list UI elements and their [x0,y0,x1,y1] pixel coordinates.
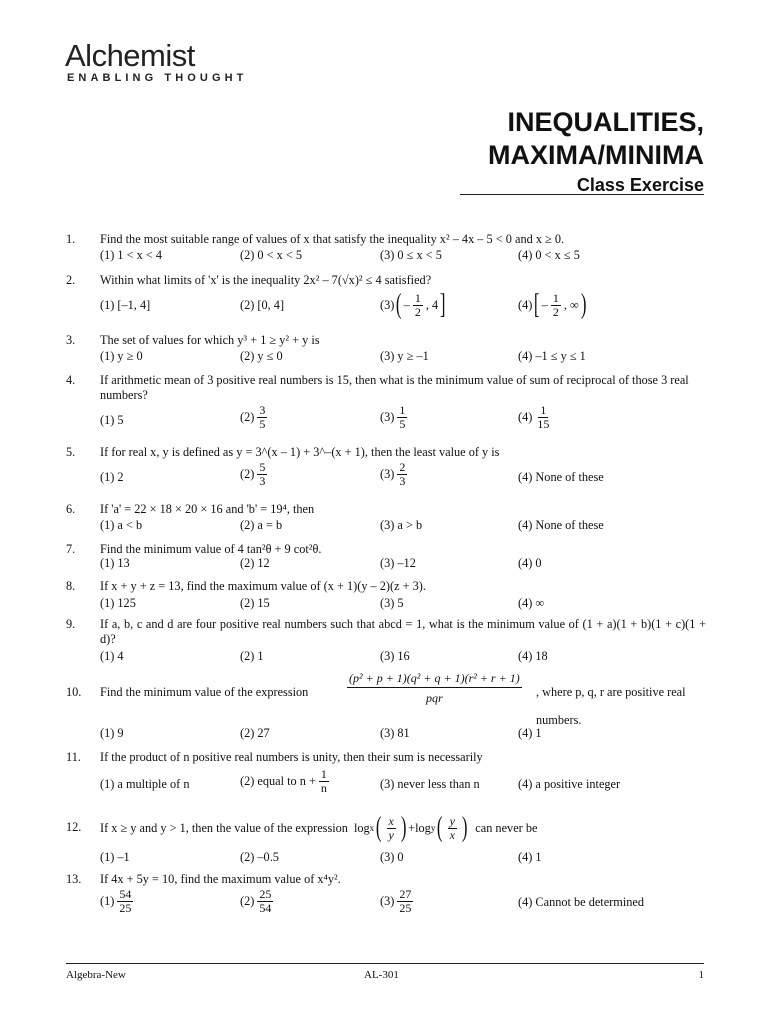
fraction [397,404,407,431]
fraction-denominator: 25 [119,901,132,915]
option-3 [380,888,416,915]
option-2 [240,768,332,795]
question-text: If 4x + 5y = 10, find the maximum value of x⁴y². [100,872,341,886]
left-bracket: [ [534,289,540,320]
option-4: (4) 0 < x ≤ 5 [518,248,580,262]
interval-end: , ∞ [563,297,579,312]
question-text-part: Find the minimum value of the expression [100,685,309,699]
option-1: (1) a multiple of n [100,777,190,791]
fraction [448,815,457,842]
question-text: If for real x, y is defined as y = 3^(x – 1) + 3^–(x + 1), then the least value of y is [100,445,500,459]
fraction-numerator: 54 [119,887,132,901]
fraction-denominator: n [320,781,327,795]
right-paren: ) [400,812,407,843]
fraction [397,888,413,915]
option-3 [380,461,410,488]
fraction-denominator: x [449,827,455,842]
option-2 [240,404,270,431]
option-2: (2) 1 [240,649,264,663]
question-text: Find the most suitable range of values of x that satisfy the inequality x² – 4x – 5 < 0 and x ≥ 0. [100,232,565,246]
log-base: x [369,822,375,833]
fraction-numerator: 3 [259,403,266,417]
option-2: (2) [0, 4] [240,298,285,312]
question-text [100,810,706,846]
fraction-denominator: 5 [259,417,266,431]
option-3: (3) ( – $\frac{1}{2}$ , 4 ] [380,289,446,320]
log-symbol: log [353,820,370,835]
page-title-line2: MAXIMA/MINIMA [488,140,704,170]
log-symbol: log [415,820,431,835]
option-4: (4) 0 [518,556,542,570]
page-number: 1 [698,969,704,981]
fraction-numerator: 1 [540,403,547,417]
option-1: (1) 2 [100,470,124,484]
title-divider [460,194,704,195]
option-1: (1) 9 [100,726,124,740]
fraction-numerator: 1 [552,290,559,305]
option-4: (4) a positive integer [518,777,621,791]
question-1 [66,232,706,266]
fraction-denominator: 2 [414,304,421,319]
question-text [100,671,706,727]
option-4: (4) –1 ≤ y ≤ 1 [518,349,586,363]
option-1: (1) 5 [100,413,124,427]
question-11 [66,750,706,802]
option-1: (1) y ≥ 0 [100,349,143,363]
footer-divider [66,963,704,964]
option-1: (1) [–1, 4] [100,298,151,312]
option-1: (1) 4 [100,649,124,663]
option-4: (4) None of these [518,518,604,532]
option-label: (3) [380,467,395,481]
question-6 [66,502,706,536]
interval-end: , 4 [425,297,439,312]
fraction-denominator: 2 [552,304,559,319]
left-paren: ( [376,812,382,843]
fraction-numerator: (p² + p + 1)(q² + q + 1)(r² + r + 1) [347,672,522,688]
fraction-numerator: 27 [399,887,412,901]
option-2: (2) 15 [240,596,270,610]
option-3: (3) 5 [380,596,404,610]
right-bracket: ] [439,289,446,320]
question-number: 6. [66,502,76,516]
fraction-denominator: y [388,827,394,842]
fraction [551,292,561,319]
option-2 [240,461,270,488]
option-2: (2) –0.5 [240,850,279,864]
fraction [257,461,267,488]
option-2 [240,888,276,915]
fraction-numerator: x [388,813,394,828]
option-1: (1) a < b [100,518,143,532]
page-title-line1: INEQUALITIES, [507,107,704,137]
right-paren: ) [461,812,468,843]
question-number: 10. [66,685,82,699]
question-number: 13. [66,872,82,886]
fraction-numerator: 1 [414,290,421,305]
question-number: 7. [66,542,76,556]
option-4 [518,404,554,431]
option-2: (2) 12 [240,556,270,570]
fraction-denominator: 15 [537,417,550,431]
option-label: (4) [518,410,533,424]
option-1 [100,888,136,915]
question-number: 8. [66,579,76,593]
option-label: (1) [100,894,115,908]
option-label: (2) equal to n + [240,774,316,788]
option-4: (4) 1 [518,726,542,740]
question-2 [66,273,706,325]
fraction [387,815,396,842]
option-3: (3) a > b [380,518,423,532]
fraction-denominator: 3 [259,474,266,488]
question-5 [66,445,706,495]
question-text-part: If x ≥ y and y > 1, then the value of the expression [100,820,348,835]
question-text: The set of values for which y³ + 1 ≥ y² + y is [100,333,320,347]
fraction [413,292,423,319]
option-4: (4) None of these [518,470,604,484]
page-subtitle: Class Exercise [576,175,704,195]
option-3 [380,404,410,431]
plus-sign: + [408,820,416,835]
question-text: Find the minimum value of 4 tan²θ + 9 cot²θ. [100,542,322,556]
fraction-denominator: 54 [259,901,272,915]
right-paren: ) [580,289,587,320]
option-label: (3) [380,297,395,312]
fraction [535,404,551,431]
fraction-denominator: 3 [399,474,406,488]
question-number: 3. [66,333,76,347]
log-base: y [430,822,436,833]
question-text: If x + y + z = 13, find the maximum value of (x + 1)(y – 2)(z + 3). [100,579,426,593]
option-4: (4) 1 [518,850,542,864]
footer-code: AL-301 [364,969,399,981]
question-3 [66,333,706,367]
footer-left: Algebra-New [66,969,126,981]
fraction-numerator: 5 [259,460,266,474]
fraction [257,404,267,431]
fraction-numerator: y [449,813,455,828]
question-text: If the product of n positive real numbers is unity, then their sum is necessarily [100,750,483,764]
option-label: (2) [240,894,255,908]
option-label: (4) [518,297,533,312]
option-3: (3) 16 [380,649,410,663]
option-4: (4) [ – $\frac{1}{2}$ , ∞ ) [518,289,587,320]
option-3: (3) never less than n [380,777,480,791]
option-3: (3) y ≥ –1 [380,349,429,363]
option-label: (2) [240,467,255,481]
option-3: (3) 81 [380,726,410,740]
question-text-part: , where p, q, r are positive real numbers. [536,685,686,727]
option-1: (1) 13 [100,556,130,570]
option-label: (3) [380,410,395,424]
question-number: 11. [66,750,81,764]
fraction-numerator: 25 [259,887,272,901]
option-1: (1) 125 [100,596,136,610]
question-text: If arithmetic mean of 3 positive real numbers is 15, then what is the minimum value of sum of reciprocal of those 3 real numbers? [100,373,689,402]
fraction-numerator: 2 [399,460,406,474]
question-text: If 'a' = 22 × 18 × 20 × 16 and 'b' = 19⁴, then [100,502,315,516]
question-text-part: can never be [475,820,538,835]
fraction [117,888,133,915]
logo-wordmark: Alchemist [65,38,195,73]
question-number: 2. [66,273,76,287]
fraction-numerator: 1 [320,767,327,781]
option-3: (3) –12 [380,556,416,570]
question-number: 1. [66,232,76,246]
left-paren: ( [437,812,443,843]
question-number: 9. [66,617,76,631]
fraction [397,461,407,488]
option-4: (4) Cannot be determined [518,895,645,909]
fraction-numerator: 1 [399,403,406,417]
question-7 [66,542,706,576]
logo-tagline: ENABLING THOUGHT [67,72,248,84]
fraction-denominator: pqr [426,691,443,705]
question-12 [66,810,706,866]
question-text: Within what limits of 'x' is the inequality 2x² – 7(√x)² ≤ 4 satisfied? [100,273,432,287]
question-9 [66,617,706,665]
option-1: (1) –1 [100,850,130,864]
fraction [257,888,273,915]
option-2: (2) y ≤ 0 [240,349,283,363]
option-2: (2) 0 < x < 5 [240,248,303,262]
fraction-denominator: 5 [399,417,406,431]
alchemist-logo [65,40,255,90]
question-text: If a, b, c and d are four positive real numbers such that abcd = 1, what is the minimum value of (1 + a)(1 + b)(1 + c)(1 + d)? [100,617,706,646]
option-label: (2) [240,410,255,424]
left-paren: ( [396,289,402,320]
expression-fraction [347,672,522,705]
option-label: (3) [380,894,395,908]
option-2: (2) 27 [240,726,270,740]
option-4: (4) 18 [518,649,548,663]
option-4: (4) ∞ [518,596,545,610]
title-block [488,106,704,196]
question-8 [66,579,706,613]
option-3: (3) 0 ≤ x < 5 [380,248,442,262]
fraction-denominator: 25 [399,901,412,915]
fraction [319,768,329,795]
question-number: 12. [66,820,82,834]
option-2: (2) a = b [240,518,283,532]
option-3: (3) 0 [380,850,404,864]
option-1: (1) 1 < x < 4 [100,248,163,262]
question-number: 4. [66,373,76,387]
question-10 [66,672,706,742]
question-number: 5. [66,445,76,459]
question-4 [66,373,706,437]
question-13 [66,872,706,924]
